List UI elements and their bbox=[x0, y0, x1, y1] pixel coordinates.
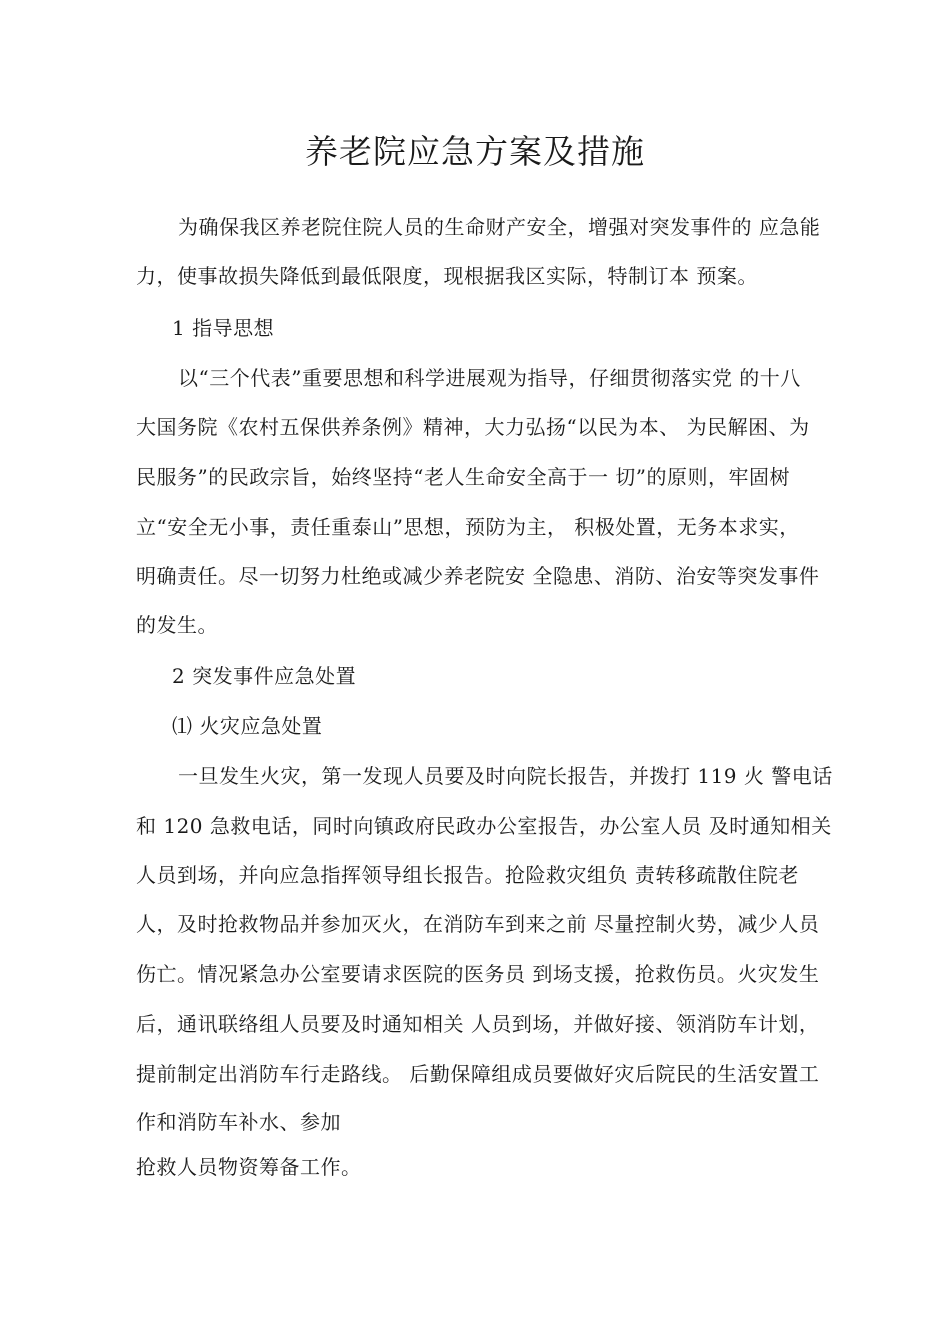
paragraph-line: 人员到场，并向应急指挥领导组长报告。抢险救灾组负 责转移疏散住院老 bbox=[136, 863, 799, 887]
paragraph-line: 后，通讯联络组人员要及时通知相关 人员到场，并做好接、领消防车计划， bbox=[136, 1012, 820, 1036]
paragraph-line: 的发生。 bbox=[136, 613, 218, 637]
paragraph-line: 抢救人员物资筹备工作。 bbox=[136, 1155, 362, 1179]
document-title: 养老院应急方案及措施 bbox=[305, 132, 645, 171]
paragraph-line: 立“安全无小事，责任重泰山”思想，预防为主， 积极处置，无务本求实， bbox=[136, 515, 800, 539]
paragraph-line: 力，使事故损失降低到最低限度，现根据我区实际，特制订本 预案。 bbox=[136, 264, 758, 288]
section-heading: 1 指导思想 bbox=[172, 316, 275, 340]
paragraph-line: 一旦发生火灾，第一发现人员要及时向院长报告，并拨打 119 火 警电话 bbox=[178, 764, 833, 788]
paragraph-line: 大国务院《农村五保供养条例》精神，大力弘扬“以民为本、 为民解困、为 bbox=[136, 415, 810, 439]
paragraph-line: 明确责任。尽一切努力杜绝或减少养老院安 全隐患、消防、治安等突发事件 bbox=[136, 564, 820, 588]
section-heading: 2 突发事件应急处置 bbox=[172, 664, 357, 688]
subsection-heading: ⑴ 火灾应急处置 bbox=[172, 714, 323, 738]
paragraph-line: 以“三个代表”重要思想和科学进展观为指导，仔细贯彻落实党 的十八 bbox=[178, 366, 801, 390]
paragraph-line: 人，及时抢救物品并参加灭火，在消防车到来之前 尽量控制火势，减少人员 bbox=[136, 912, 820, 936]
paragraph-line: 和 120 急救电话，同时向镇政府民政办公室报告，办公室人员 及时通知相关 bbox=[136, 814, 832, 838]
paragraph-line: 作和消防车补水、参加 bbox=[136, 1110, 341, 1134]
paragraph-line: 提前制定出消防车行走路线。 后勤保障组成员要做好灾后院民的生活安置工 bbox=[136, 1062, 820, 1086]
paragraph-line: 为确保我区养老院住院人员的生命财产安全，增强对突发事件的 应急能 bbox=[178, 215, 821, 239]
paragraph-line: 民服务”的民政宗旨，始终坚持“老人生命安全高于一 切”的原则，牢固树 bbox=[136, 465, 791, 489]
paragraph-line: 伤亡。情况紧急办公室要请求医院的医务员 到场支援，抢救伤员。火灾发生 bbox=[136, 962, 820, 986]
